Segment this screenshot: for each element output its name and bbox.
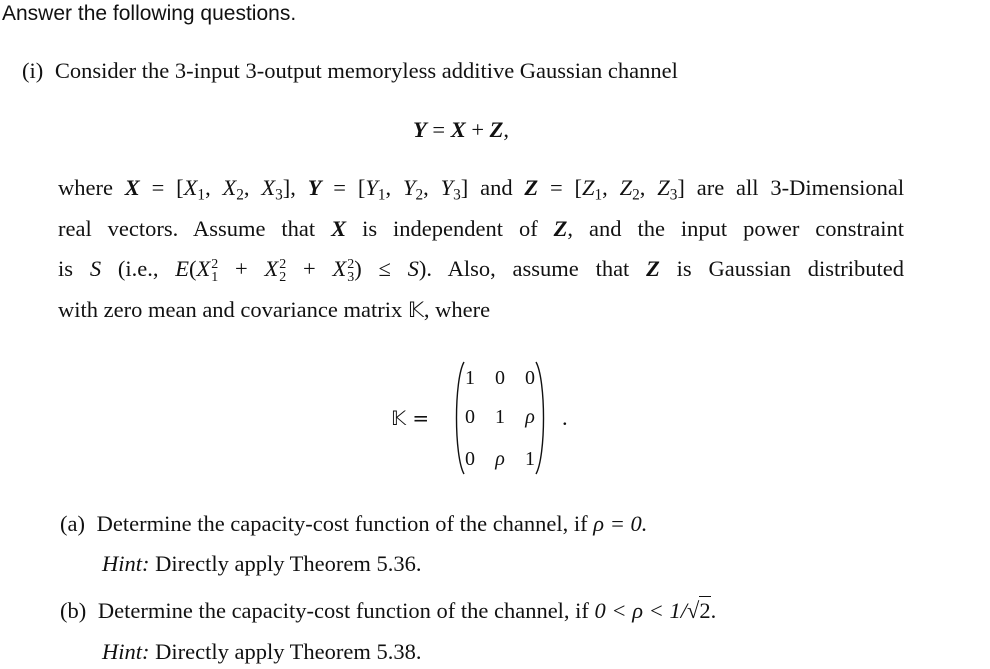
vector-x: X: [124, 175, 140, 200]
text-segment: is independent of: [362, 216, 538, 241]
text-tail: are all 3-Dimensional: [696, 175, 905, 200]
hint-label: Hint:: [102, 639, 150, 664]
item-b-text: Determine the capacity-cost function of the channel, if: [97, 598, 589, 623]
matrix-lhs-text: 𝕂 =: [391, 406, 430, 430]
vector-y: Y: [307, 175, 322, 200]
hint-text: Directly apply Theorem 5.36.: [155, 551, 422, 576]
text-segment: Also, assume that: [447, 256, 630, 281]
text-segment: is Gaussian distributed: [676, 256, 904, 281]
part-label: (i): [22, 58, 44, 83]
vector-z: Z: [524, 175, 539, 200]
text-where: where: [58, 175, 113, 200]
hint-text: Directly apply Theorem 5.38.: [155, 639, 422, 664]
matrix-cell: 0: [465, 406, 475, 428]
text-segment: , where: [423, 297, 491, 322]
item-a-label: (a): [60, 511, 85, 536]
paragraph-line-1: where $X = [X_1$, $X_2$, $X_3$], $Y = [Y_1$, $Y_2$, $Y_3$] and $Z = [Z_1$, $Z_2$, $Z_3$] are all 3-Dimensional: [58, 175, 905, 204]
item-b-label: (b): [60, 598, 87, 623]
text-segment: is: [58, 256, 74, 281]
item-b-period: .: [710, 598, 717, 623]
matrix-lhs: [391, 404, 429, 432]
vector-x: X: [331, 216, 347, 241]
sqrt-radicand: 2: [699, 598, 711, 623]
heading: Answer the following questions.: [2, 2, 297, 25]
vector-z: Z: [553, 216, 568, 241]
matrix-cell: 0: [525, 367, 535, 389]
matrix-cell: ρ: [495, 448, 505, 470]
covariance-matrix: [452, 360, 548, 476]
matrix-cell: ρ: [525, 406, 535, 428]
paragraph-line-4: [58, 296, 490, 325]
item-a-hint: [102, 550, 422, 578]
paragraph-line-2: [58, 215, 904, 243]
text-segment: real vectors. Assume that: [58, 216, 316, 241]
item-a-text: Determine the capacity-cost function of the channel, if: [96, 511, 588, 536]
item-b: (b) Determine the capacity-cost function of the channel, if 0 < ρ < 1/√2.: [60, 598, 717, 623]
item-b-condition: 0 < ρ < 1/: [594, 598, 687, 623]
paragraph-line-3: [58, 255, 904, 284]
matrix-symbol-k: 𝕂: [407, 298, 424, 323]
item-a: [60, 510, 647, 538]
part-i-intro: [22, 57, 678, 85]
matrix-cell: 0: [465, 448, 475, 470]
power-constraint-expression: E(X 2 1 + X 2 2 + X 2 3 ) ≤ S).: [175, 256, 433, 285]
text-segment: with zero mean and covariance matrix: [58, 297, 403, 322]
matrix-cell: 1: [495, 406, 505, 428]
part-intro-text: Consider the 3-input 3-output memoryless additive Gaussian channel: [54, 58, 678, 83]
channel-equation: Y = X + Z,: [413, 117, 510, 142]
vector-z: Z: [646, 256, 660, 281]
item-b-hint: [102, 638, 422, 666]
symbol-s: S: [89, 256, 102, 281]
item-a-condition: ρ = 0.: [593, 511, 648, 536]
matrix-period: .: [562, 405, 568, 430]
matrix-cell: 1: [525, 448, 535, 470]
matrix-cell: 1: [465, 367, 475, 389]
text-segment: (i.e.,: [117, 256, 159, 281]
text-segment: , and the input power constraint: [567, 216, 904, 241]
hint-label: Hint:: [102, 551, 150, 576]
text-and: and: [480, 175, 513, 200]
matrix-cell: 0: [495, 367, 505, 389]
